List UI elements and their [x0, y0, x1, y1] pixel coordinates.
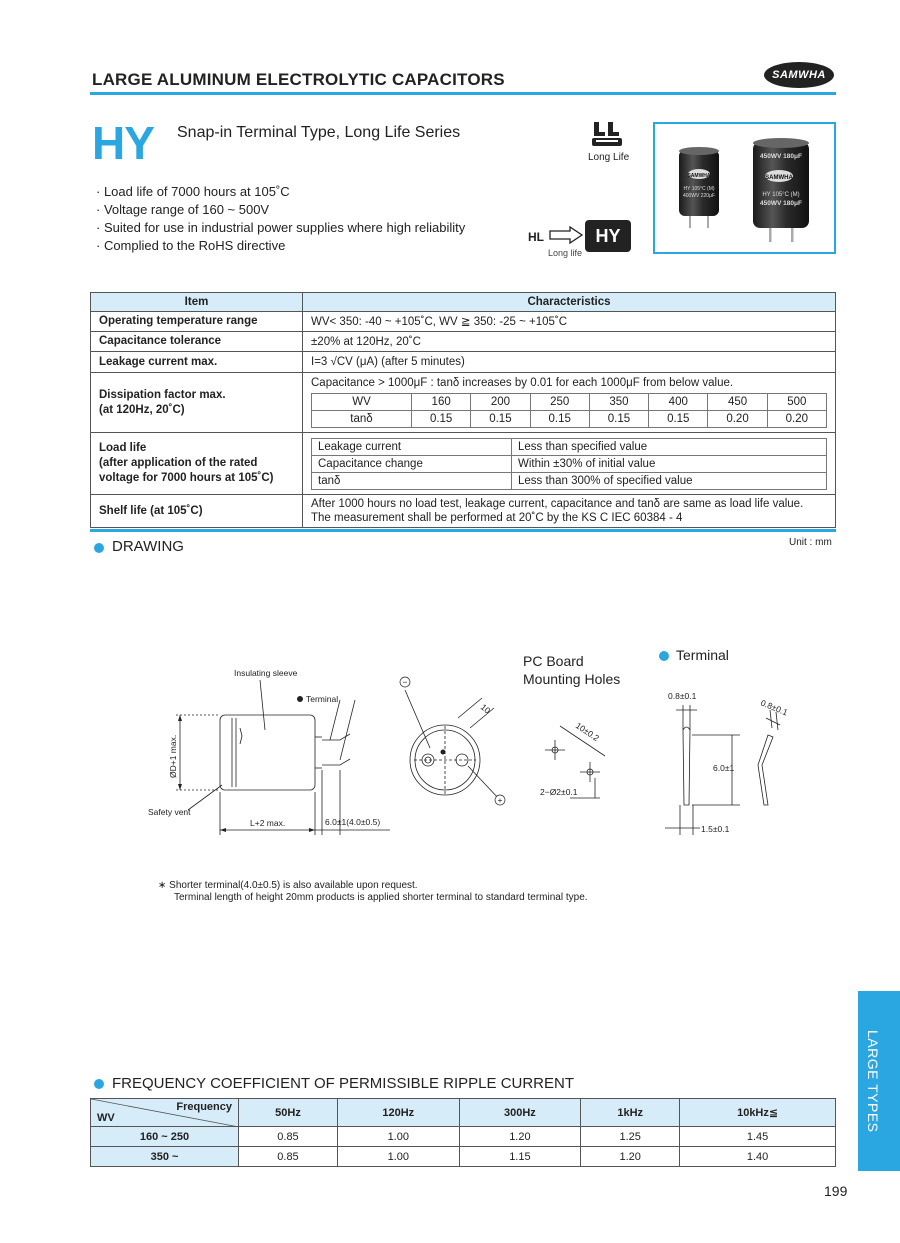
tan-cell: 0.15: [471, 411, 530, 428]
row-label: Capacitance tolerance: [91, 332, 303, 352]
safety-vent-label: Safety vent: [148, 807, 191, 817]
load-life-value: Less than 300% of specified value: [512, 473, 827, 490]
feature-item: · Complied to the RoHS directive: [96, 238, 286, 253]
tan-cell: 0.15: [589, 411, 648, 428]
row-label: Leakage current max.: [91, 352, 303, 373]
hl-label: HL: [528, 230, 544, 244]
frequency-table: [90, 1098, 836, 1167]
arrow-right-icon: [548, 226, 584, 244]
wv-cell: 250: [530, 394, 589, 411]
shelf-life-line: After 1000 hours no load test, leakage current, capacitance and tanδ are same as load life value.: [311, 498, 804, 510]
side-tab-label: LARGE TYPES: [865, 1030, 881, 1133]
row-value: ±20% at 120Hz, 20˚C: [303, 332, 836, 352]
table-row: [91, 1147, 836, 1167]
table-row: [91, 352, 836, 373]
coefficient-cell: 1.20: [459, 1127, 581, 1147]
freq-header: 120Hz: [337, 1099, 459, 1127]
note-line: Terminal length of height 20mm products is applied shorter terminal to standard terminal type.: [174, 892, 588, 903]
load-life-table: [311, 438, 827, 490]
insulating-sleeve-label: Insulating sleeve: [234, 668, 298, 678]
wv-cell: 160: [412, 394, 471, 411]
pitch-label: 10±0.2: [573, 720, 601, 744]
shelf-life-line: The measurement shall be performed at 20˚C by the KS C IEC 60384 - 4: [311, 512, 683, 524]
samwha-logo: SAMWHA: [764, 62, 834, 88]
series-code: HY: [92, 117, 154, 169]
terminal-width-label: 0.8±0.1: [668, 691, 697, 701]
terminal-title: Terminal: [676, 647, 729, 663]
table-row: [91, 1127, 836, 1147]
coefficient-cell: 0.85: [239, 1127, 338, 1147]
row-value: I=3 √CV (μA) (after 5 minutes): [303, 352, 836, 373]
wv-cell: 350: [589, 394, 648, 411]
row-value: [303, 495, 836, 528]
feature-list: [96, 183, 465, 255]
load-life-value: Within ±30% of initial value: [512, 456, 827, 473]
long-life-label: Long Life: [588, 152, 630, 163]
diameter-label: ØD+1 max.: [168, 734, 178, 778]
tan-cell: 0.15: [530, 411, 589, 428]
tan-delta-table: [311, 393, 827, 428]
freq-header: 10kHz≦: [680, 1099, 836, 1127]
tan-cell: 0.20: [708, 411, 767, 428]
holes-label: 2−Ø2±0.1: [540, 787, 578, 797]
corner-header: [91, 1099, 239, 1127]
terminal-base-label: 1.5±0.1: [701, 824, 730, 834]
wv-cell: 160 ~ 250: [91, 1127, 239, 1147]
cap2-line: HY 105°C (M): [762, 192, 800, 198]
note-line: ∗ Shorter terminal(4.0±0.5) is also available upon request.: [158, 880, 418, 891]
coefficient-cell: 1.00: [337, 1147, 459, 1167]
frequency-title: FREQUENCY COEFFICIENT OF PERMISSIBLE RIPPLE CURRENT: [112, 1075, 575, 1092]
minus-mark: −: [402, 677, 408, 687]
tan-cell: 0.20: [767, 411, 826, 428]
row-label-line: Load life: [99, 442, 147, 454]
cap2-line: 450WV 180μF: [760, 200, 802, 207]
corner-frequency: Frequency: [176, 1101, 232, 1113]
cap1-line: HY 105°C (M): [683, 186, 715, 192]
ten-label: 10: [478, 701, 493, 716]
wv-cell: 200: [471, 394, 530, 411]
coefficient-cell: 1.20: [581, 1147, 680, 1167]
wv-cell: 350 ~: [91, 1147, 239, 1167]
col-header-item: Item: [91, 293, 303, 312]
cap2-brand: SAMWHA: [765, 175, 793, 181]
freq-header: 1kHz: [581, 1099, 680, 1127]
unit-label: Unit : mm: [789, 537, 832, 548]
drawing-title: DRAWING: [112, 538, 184, 555]
terminal-length-label: 6.0±1(4.0±0.5): [325, 817, 381, 827]
row-value: [303, 433, 836, 495]
row-label-line: Dissipation factor max.: [99, 388, 226, 401]
hy-badge: HY: [585, 220, 631, 252]
coefficient-cell: 1.15: [459, 1147, 581, 1167]
page-number: 199: [824, 1183, 848, 1199]
table-row: [91, 332, 836, 352]
terminal-width-label-2: 0.8±0.1: [759, 697, 790, 718]
load-life-key: tanδ: [312, 473, 512, 490]
corner-wv: WV: [97, 1112, 115, 1124]
feature-item: · Suited for use in industrial power supplies where high reliability: [96, 220, 466, 235]
table-row: [91, 433, 836, 495]
characteristics-table: [90, 292, 836, 528]
section-rule: [90, 529, 836, 532]
terminal-label: Terminal: [306, 694, 339, 704]
page-title: LARGE ALUMINUM ELECTROLYTIC CAPACITORS: [92, 70, 505, 89]
row-label: [91, 433, 303, 495]
cap2-line: 450WV 180μF: [760, 153, 802, 160]
terminal-height-label: 6.0±1: [713, 763, 735, 773]
pcb-label-line: Mounting Holes: [523, 671, 621, 687]
hl-sublabel: Long life: [548, 248, 583, 258]
row-label: Shelf life (at 105˚C): [91, 495, 303, 528]
row-value: WV< 350: -40 ~ +105˚C, WV ≧ 350: -25 ~ +105˚C: [303, 312, 836, 332]
load-life-key: Leakage current: [312, 439, 512, 456]
table-row: [91, 373, 836, 433]
product-photo: [653, 122, 836, 254]
coefficient-cell: 1.40: [680, 1147, 836, 1167]
long-life-icon: [590, 120, 626, 148]
coefficient-cell: 0.85: [239, 1147, 338, 1167]
wv-cell: 500: [767, 394, 826, 411]
coefficient-cell: 1.25: [581, 1127, 680, 1147]
dissipation-note: Capacitance > 1000μF : tanδ increases by 0.01 for each 1000μF from below value.: [311, 377, 734, 389]
row-label: Operating temperature range: [91, 312, 303, 332]
feature-item: · Voltage range of 160 ~ 500V: [96, 202, 270, 217]
tan-cell: 0.15: [649, 411, 708, 428]
drawing-notes: [158, 880, 588, 904]
bullet-icon: [94, 1079, 104, 1089]
dimension-drawing: [140, 640, 800, 850]
plus-mark: +: [497, 795, 503, 805]
row-label: [91, 373, 303, 433]
freq-header: 300Hz: [459, 1099, 581, 1127]
wv-cell: 450: [708, 394, 767, 411]
cap1-line: 400WV 220μF: [682, 193, 716, 199]
row-value: [303, 373, 836, 433]
table-row: [91, 312, 836, 332]
series-subtitle: Snap-in Terminal Type, Long Life Series: [177, 124, 461, 141]
row-label-line: voltage for 7000 hours at 105˚C): [99, 472, 274, 484]
row-label-line: (at 120Hz, 20˚C): [99, 403, 185, 416]
load-life-value: Less than specified value: [512, 439, 827, 456]
header-rule: [90, 92, 836, 95]
pcb-label-line: PC Board: [523, 653, 584, 669]
length-label: L+2 max.: [250, 818, 286, 828]
coefficient-cell: 1.45: [680, 1127, 836, 1147]
wv-label: WV: [312, 394, 412, 411]
coefficient-cell: 1.00: [337, 1127, 459, 1147]
bullet-icon: [94, 543, 104, 553]
cap1-brand: SAMWHA: [687, 173, 711, 179]
feature-item: · Load life of 7000 hours at 105˚C: [96, 184, 290, 199]
tan-cell: 0.15: [412, 411, 471, 428]
table-row: [91, 495, 836, 528]
row-label-line: (after application of the rated: [99, 457, 258, 469]
load-life-key: Capacitance change: [312, 456, 512, 473]
col-header-characteristics: Characteristics: [303, 293, 836, 312]
capacitor-photo-illustration: [655, 124, 834, 252]
wv-cell: 400: [649, 394, 708, 411]
freq-header: 50Hz: [239, 1099, 338, 1127]
tan-label: tanδ: [312, 411, 412, 428]
